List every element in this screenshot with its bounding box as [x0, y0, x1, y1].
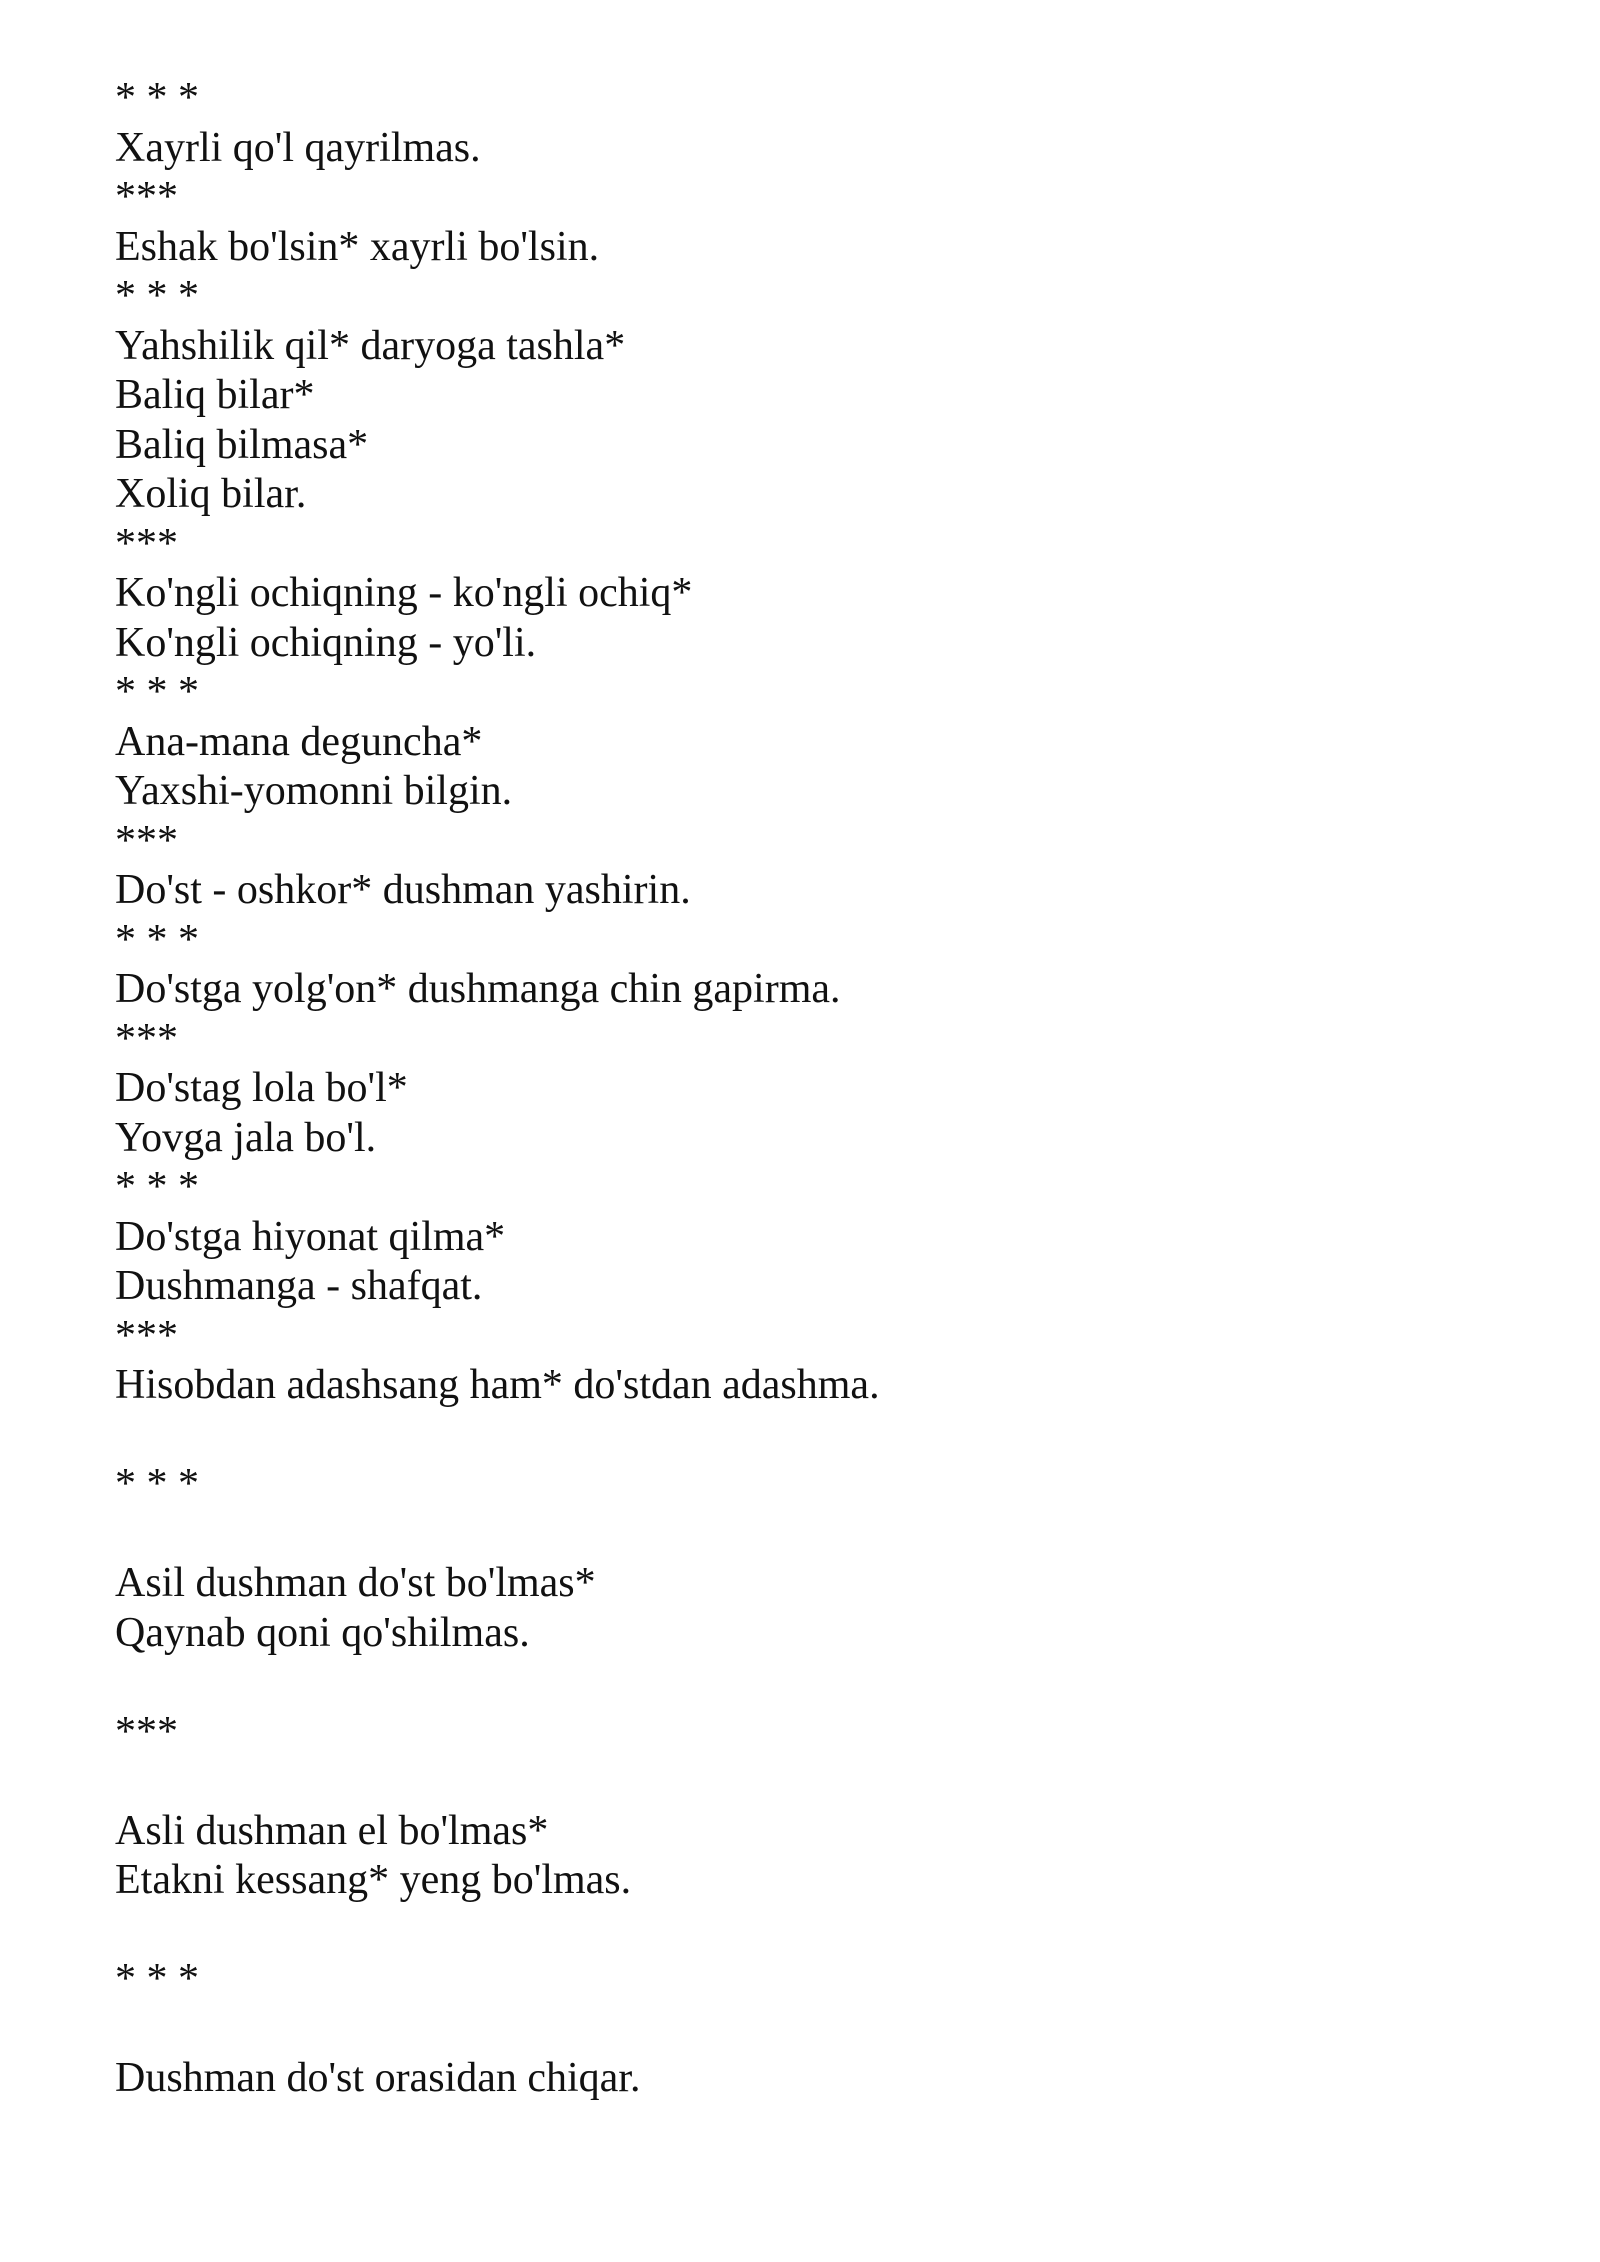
proverb-line: Ko'ngli ochiqning - ko'ngli ochiq*: [115, 570, 693, 616]
proverb-line: Xayrli qo'l qayrilmas.: [115, 124, 481, 171]
separator: * * *: [115, 1956, 199, 2002]
separator: ***: [115, 817, 178, 864]
proverb-line: Baliq bilar*: [115, 372, 315, 418]
proverb-line: Ana-mana deguncha*: [115, 718, 483, 765]
proverb-line: Do'stag lola bo'l*: [115, 1065, 408, 1111]
blank-line: [115, 1906, 1495, 1956]
separator: * * *: [115, 669, 199, 715]
proverb-line: Eshak bo'lsin* xayrli bo'lsin.: [115, 223, 600, 270]
proverb-line: Yovga jala bo'l.: [115, 1114, 377, 1161]
blank-line: [115, 2005, 1495, 2055]
proverb-line: Asli dushman el bo'lmas*: [115, 1807, 549, 1854]
proverb-line: Yahshilik qil* daryoga tashla*: [115, 322, 626, 369]
separator: ***: [115, 1015, 178, 1062]
blank-line: [115, 1757, 1495, 1807]
proverb-line: Baliq bilmasa*: [115, 421, 369, 468]
separator: * * *: [115, 1164, 199, 1210]
blank-line: [115, 1658, 1495, 1708]
proverbs-text: [115, 74, 1495, 2104]
proverb-line: Ko'ngli ochiqning - yo'li.: [115, 619, 537, 666]
separator: * * *: [115, 75, 199, 121]
proverb-line: Xoliq bilar.: [115, 471, 307, 517]
proverb-line: Dushmanga - shafqat.: [115, 1263, 483, 1309]
proverb-line: Do'st - oshkor* dushman yashirin.: [115, 867, 691, 913]
proverb-line: Dushman do'st orasidan chiqar.: [115, 2055, 641, 2101]
proverb-line: Asil dushman do'st bo'lmas*: [115, 1560, 596, 1606]
proverb-line: Yaxshi-yomonni bilgin.: [115, 768, 513, 814]
blank-line: [115, 1411, 1495, 1461]
separator: ***: [115, 1708, 178, 1755]
proverb-line: Hisobdan adashsang ham* do'stdan adashma.: [115, 1362, 880, 1408]
separator: * * *: [115, 1461, 199, 1507]
separator: * * *: [115, 916, 199, 963]
blank-line: [115, 1510, 1495, 1560]
proverb-line: Do'stga hiyonat qilma*: [115, 1213, 506, 1260]
separator: ***: [115, 520, 178, 567]
proverb-line: Etakni kessang* yeng bo'lmas.: [115, 1857, 632, 1903]
proverb-line: Qaynab qoni qo'shilmas.: [115, 1609, 530, 1656]
separator: ***: [115, 174, 178, 220]
separator: * * *: [115, 273, 199, 319]
proverb-line: Do'stga yolg'on* dushmanga chin gapirma.: [115, 966, 841, 1012]
separator: ***: [115, 1312, 178, 1359]
